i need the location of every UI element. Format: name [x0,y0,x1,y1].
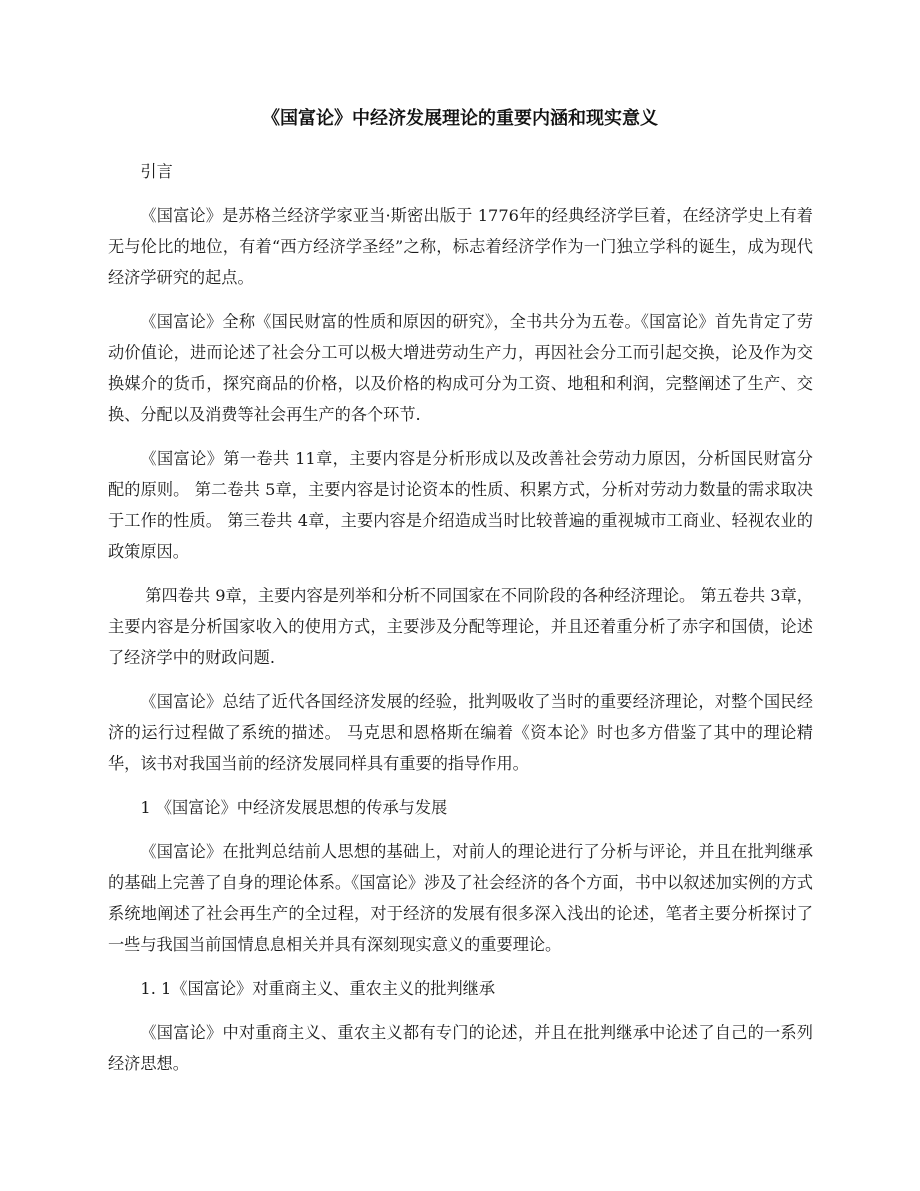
paragraph: 《国富论》全称《国民财富的性质和原因的研究》，全书共分为五卷。《国富论》首先肯定了劳动价值论，进而论述了社会分工可以极大增进劳动生产力，再因社会分工而引起交换，论及作为交换媒介的货币，探究商品的价格，以及价格的构成可分为工资、地租和利润，完整阐述了生产、交换、分配以及消费等社会再生产的各个环节. [108,312,813,424]
paragraph: 《国富论》第一卷共 11章，主要内容是分析形成以及改善社会劳动力原因，分析国民财富分配的原则。 第二卷共 5章，主要内容是讨论资本的性质、积累方式，分析对劳动力数量的需求取决于工作的性质。 第三卷共 4章，主要内容是介绍造成当时比较普遍的重视城市工商业、轻视农业的政策原因。 [108,449,813,561]
section-heading-intro: 引言 [140,162,173,181]
section-heading-1: 1 《国富论》中经济发展思想的传承与发展 [140,798,448,817]
document-title: 《国富论》中经济发展理论的重要内涵和现实意义 [262,108,658,129]
paragraph: 第四卷共 9章，主要内容是列举和分析不同国家在不同阶段的各种经济理论。 第五卷共 3章，主要内容是分析国家收入的使用方式，主要涉及分配等理论，并且还着重分析了赤字和国债，论述了经济学中的财政问题. [108,586,813,667]
paragraph: 《国富论》中对重商主义、重农主义都有专门的论述，并且在批判继承中论述了自己的一系列经济思想。 [108,1023,813,1073]
section-heading-1-1: 1. 1《国富论》对重商主义、重农主义的批判继承 [140,979,496,998]
paragraph: 《国富论》在批判总结前人思想的基础上，对前人的理论进行了分析与评论，并且在批判继承的基础上完善了自身的理论体系。《国富论》涉及了社会经济的各个方面，书中以叙述加实例的方式系统地阐述了社会再生产的全过程，对于经济的发展有很多深入浅出的论述，笔者主要分析探讨了一些与我国当前国情息息相关并具有深刻现实意义的重要理论。 [108,842,813,954]
paragraph: 《国富论》总结了近代各国经济发展的经验，批判吸收了当时的重要经济理论，对整个国民经济的运行过程做了系统的描述。 马克思和恩格斯在编着《资本论》时也多方借鉴了其中的理论精华，该书对我国当前的经济发展同样具有重要的指导作用。 [108,692,813,773]
document-body [108,156,813,1092]
paragraph: 《国富论》是苏格兰经济学家亚当·斯密出版于 1776年的经典经济学巨着，在经济学史上有着无与伦比的地位，有着“西方经济学圣经”之称，标志着经济学作为一门独立学科的诞生，成为现代经济学研究的起点。 [108,206,813,287]
